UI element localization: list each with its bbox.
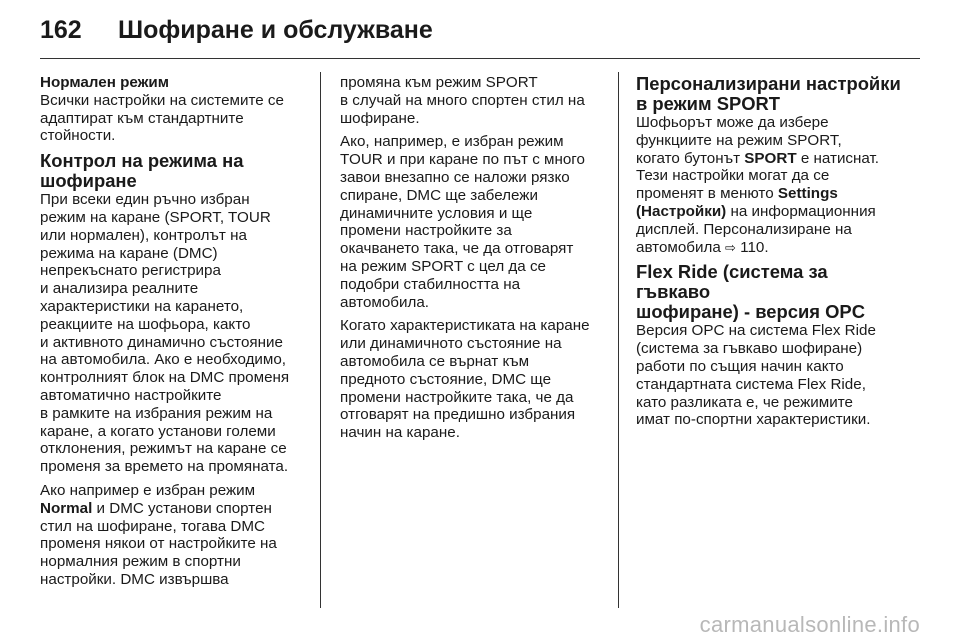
sport-post: на информационния дисплей. Персонализиране на автомобила	[636, 202, 876, 256]
sport-pre: Шофьорът може да избере функциите на режим SPORT, когато бутонът	[636, 114, 842, 167]
flex-ride-heading: Flex Ride (система за гъвкаво шофиране) - версия OPC	[636, 261, 865, 323]
example-text	[40, 482, 308, 589]
sport-mid: е натиснат. Тези настройки могат да се променят в менюто	[636, 149, 880, 203]
settings-bold-label: Settings (Настройки)	[636, 185, 838, 220]
column2-para1: промяна към режим SPORT в случай на много спортен стил на шофиране.	[340, 74, 585, 127]
page-reference-arrow-icon: ⇨	[725, 239, 736, 255]
mode-control-heading: Контрол на режима на шофиране	[40, 150, 244, 192]
page-reference: 110.	[735, 238, 769, 256]
chapter-title: Шофиране и обслужване	[118, 15, 433, 44]
page-header	[40, 8, 433, 52]
page-number: 162	[40, 15, 82, 44]
header-rule	[40, 58, 920, 59]
column-2	[340, 74, 608, 448]
column-divider-2	[618, 72, 619, 608]
column-1	[40, 74, 308, 595]
example-pre: Ако например е избран режим	[40, 481, 256, 499]
flex-ride-text: Версия OPC на система Flex Ride (система за гъвкаво шофиране) работи по същия начин както стандартната система Flex Ride, като разликата е, че режимите имат по-спортни характеристики.	[636, 322, 876, 429]
column2-para3: Когато характеристиката на каране или динамичното състояние на автомобила се върнат към предното състояние, DMC ще промени настройките така, че да отговарят на предишно избрания начин на каране.	[340, 317, 590, 442]
column-divider-1	[320, 72, 321, 608]
normal-mode-text: Всички настройки на системите се адаптират към стандартните стойности.	[40, 91, 284, 145]
example-post: и DMC установи спортен стил на шофиране, тогава DMC променя някои от настройките на нормалния режим в спортни настройки. DMC извършва	[40, 499, 277, 588]
mode-control-text: При всеки един ръчно избран режим на каране (SPORT, TOUR или нормален), контролът на режима на каране (DMC) непрекъснато регистрира и анализира реалните характеристики на карането, реакциите на шофьора, както и активното динамично състояние на автомобила. Ако е необходимо, контролният блок на DMC променя автоматично настройките в рамките на избрания режим на каране, а когато установи големи отклонения, режимът на каране се променя за времето на промяната.	[40, 191, 290, 476]
column-3	[636, 74, 904, 435]
sport-custom-text	[636, 114, 904, 256]
watermark: carmanualsonline.info	[699, 612, 920, 637]
normal-bold-label: Normal	[40, 499, 93, 517]
sport-bold-label: SPORT	[744, 149, 797, 167]
sport-custom-heading: Персонализирани настройки в режим SPORT	[636, 73, 901, 114]
normal-mode-heading: Нормален режим	[40, 74, 169, 91]
column2-para2: Ако, например, е избран режим TOUR и при каране по път с много завои внезапно се наложи рязко спиране, DMC ще забележи динамичните условия и ще промени настройките за окачването така, че да отговарят на режим SPORT с цел да се подобри стабилността на автомобила.	[340, 133, 585, 311]
